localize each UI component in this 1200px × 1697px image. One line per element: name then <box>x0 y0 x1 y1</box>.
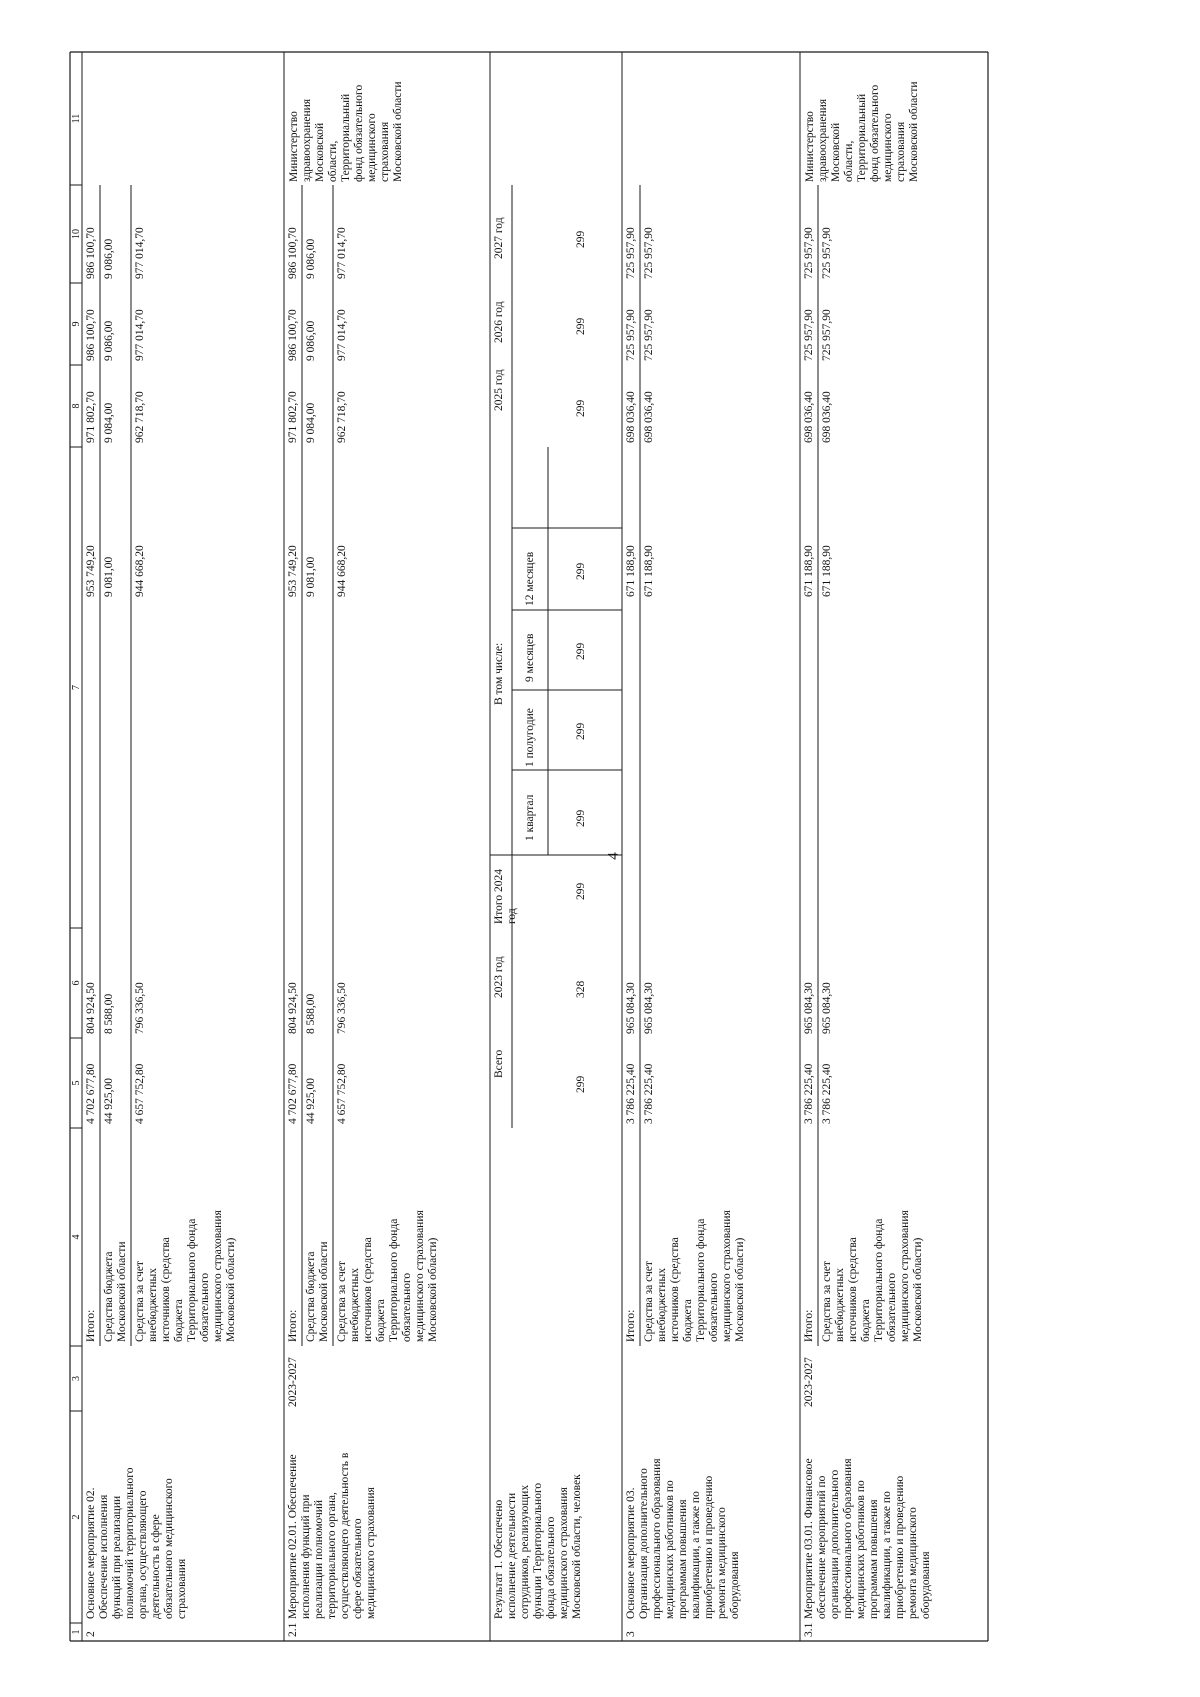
value-col6: 804 924,50 <box>287 982 299 1034</box>
row-name: Мероприятие 02.01. Обеспечение исполнения функций при реализации полномочий территориального органа, осуществляющего деятельность в сфере обязательного медицинского страхования <box>287 1452 377 1619</box>
row-id: 2 <box>85 1631 97 1637</box>
value-col7: 944 668,20 <box>336 545 348 597</box>
column-number-6: 6 <box>71 980 82 986</box>
value-col10: 977 014,70 <box>336 227 348 279</box>
value-col7: 953 749,20 <box>287 545 299 597</box>
value-col5: 4 702 677,80 <box>287 1063 299 1124</box>
value-col7: 671 188,90 <box>643 545 655 597</box>
source-label: Средства за счет внебюджетных источников (средства бюджета Территориального фонда обязательного медицинского страхования Московской области) <box>134 1210 237 1342</box>
value-col9: 977 014,70 <box>134 309 146 361</box>
value-col5: 4 657 752,80 <box>134 1063 146 1124</box>
value-col7: 671 188,90 <box>803 545 815 597</box>
value-col9: 725 957,90 <box>821 309 833 361</box>
result-header-2027: 2027 год <box>493 217 505 259</box>
row-period: 2023-2027 <box>287 1357 299 1407</box>
value-col6: 8 588,00 <box>103 993 115 1034</box>
row-id: 2.1 <box>287 1622 299 1637</box>
result-value-h1: 299 <box>575 722 587 740</box>
value-col5: 3 786 225,40 <box>803 1063 815 1124</box>
result-value-2027: 299 <box>575 230 587 248</box>
source-label: Средства за счет внебюджетных источников (средства бюджета Территориального фонда обязательного медицинского страхования Московской области) <box>336 1210 439 1342</box>
value-col8: 962 718,70 <box>336 391 348 443</box>
result-value-q1: 299 <box>575 809 587 827</box>
value-col10: 9 086,00 <box>103 238 115 279</box>
result-value-total: 299 <box>575 1075 587 1093</box>
value-col8: 971 802,70 <box>287 391 299 443</box>
value-col9: 977 014,70 <box>336 309 348 361</box>
value-col6: 796 336,50 <box>336 982 348 1034</box>
value-col9: 986 100,70 <box>85 309 97 361</box>
column-number-9: 9 <box>71 321 82 327</box>
row-id: 3 <box>625 1631 637 1637</box>
value-col8: 698 036,40 <box>803 391 815 443</box>
row-period: 2023-2027 <box>803 1357 815 1407</box>
value-col5: 44 925,00 <box>103 1078 115 1124</box>
value-col9: 9 086,00 <box>103 320 115 361</box>
column-number-11: 11 <box>71 113 82 124</box>
value-col9: 725 957,90 <box>803 309 815 361</box>
value-col6: 965 084,30 <box>821 982 833 1034</box>
result-header-2024: Итого 2024 год <box>493 869 518 924</box>
column-number-5: 5 <box>71 1080 82 1086</box>
value-col10: 977 014,70 <box>134 227 146 279</box>
value-col8: 9 084,00 <box>305 402 317 443</box>
page-number: 4 <box>605 852 622 860</box>
value-col8: 9 084,00 <box>103 402 115 443</box>
value-col9: 725 957,90 <box>643 309 655 361</box>
value-col7: 671 188,90 <box>821 545 833 597</box>
value-col8: 698 036,40 <box>821 391 833 443</box>
value-col6: 965 084,30 <box>803 982 815 1034</box>
value-col5: 3 786 225,40 <box>643 1063 655 1124</box>
source-label: Средства бюджета Московской области <box>103 1241 128 1342</box>
value-col5: 44 925,00 <box>305 1078 317 1124</box>
column-number-4: 4 <box>71 1234 82 1240</box>
result-header-incl: В том числе: <box>493 642 505 705</box>
value-col5: 3 786 225,40 <box>821 1063 833 1124</box>
value-col9: 9 086,00 <box>305 320 317 361</box>
result-name: Результат 1. Обеспечено исполнение деятельности сотрудников, реализующих функции Территориального фонда обязательного медицинского страхования Московской области, человек <box>493 1474 583 1619</box>
row-name: Мероприятие 03.01. Финансовое обеспечение мероприятий по организации дополнительного профессионального образования медицинских работников по программам повышения квалификации, а также по приобретению и проведению ремонта медицинского оборудования <box>803 1458 932 1619</box>
result-header-m12: 12 месяцев <box>524 551 536 606</box>
value-col8: 962 718,70 <box>134 391 146 443</box>
result-value-2026: 299 <box>575 317 587 335</box>
value-col6: 804 924,50 <box>85 982 97 1034</box>
value-col10: 725 957,90 <box>803 227 815 279</box>
value-col5: 4 657 752,80 <box>336 1063 348 1124</box>
value-col10: 986 100,70 <box>85 227 97 279</box>
value-col10: 725 957,90 <box>821 227 833 279</box>
value-col7: 9 081,00 <box>305 556 317 597</box>
value-col9: 986 100,70 <box>287 309 299 361</box>
value-col9: 725 957,90 <box>625 309 637 361</box>
source-label: Итого: <box>287 1309 299 1342</box>
value-col10: 9 086,00 <box>305 238 317 279</box>
value-col5: 3 786 225,40 <box>625 1063 637 1124</box>
value-col10: 725 957,90 <box>643 227 655 279</box>
value-col7: 9 081,00 <box>103 556 115 597</box>
column-number-8: 8 <box>71 403 82 409</box>
column-number-7: 7 <box>71 685 82 690</box>
column-number-10: 10 <box>71 229 82 239</box>
result-value-2025: 299 <box>575 399 587 417</box>
column-number-3: 3 <box>71 1376 82 1381</box>
value-col8: 971 802,70 <box>85 391 97 443</box>
result-header-h1: 1 полугодие <box>524 708 536 767</box>
result-header-2025: 2025 год <box>493 369 505 411</box>
row-name: Основное мероприятие 02. Обеспечение исполнения функций при реализации полномочий территориального органа, осуществляющего деятельность в сфере обязательного медицинского страхования <box>85 1467 188 1619</box>
value-col7: 953 749,20 <box>85 545 97 597</box>
row-id: 3.1 <box>803 1622 815 1637</box>
value-col7: 944 668,20 <box>134 545 146 597</box>
value-col8: 698 036,40 <box>625 391 637 443</box>
value-col6: 8 588,00 <box>305 993 317 1034</box>
row-executor: Министерство здравоохранения Московской области, Территориальный фонд обязательного медицинского страхования Московской области <box>804 81 920 182</box>
result-header-2023: 2023 год <box>493 956 505 998</box>
source-label: Средства бюджета Московской области <box>305 1241 330 1342</box>
value-col6: 965 084,30 <box>643 982 655 1034</box>
result-value-2024: 299 <box>575 882 587 900</box>
source-label: Итого: <box>625 1309 637 1342</box>
row-executor: Министерство здравоохранения Московской области, Территориальный фонд обязательного медицинского страхования Московской области <box>288 81 404 182</box>
column-number-2: 2 <box>71 1514 82 1520</box>
result-value-2023: 328 <box>575 980 587 998</box>
row-name: Основное мероприятие 03. Организация дополнительного профессионального образования медицинских работников по программам повышения квалификации, а также по приобретению и проведению ремонта медицинского оборудования <box>625 1458 741 1619</box>
value-col7: 671 188,90 <box>625 545 637 597</box>
source-label: Средства за счет внебюджетных источников (средства бюджета Территориального фонда обязательного медицинского страхования Московской области) <box>821 1210 924 1342</box>
value-col10: 986 100,70 <box>287 227 299 279</box>
source-label: Итого: <box>803 1309 815 1342</box>
value-col6: 965 084,30 <box>625 982 637 1034</box>
source-label: Итого: <box>85 1309 97 1342</box>
result-header-2026: 2026 год <box>493 301 505 343</box>
result-value-m12: 299 <box>575 562 587 580</box>
source-label: Средства за счет внебюджетных источников (средства бюджета Территориального фонда обязательного медицинского страхования Московской области) <box>643 1210 746 1342</box>
value-col6: 796 336,50 <box>134 982 146 1034</box>
value-col5: 4 702 677,80 <box>85 1063 97 1124</box>
result-value-m9: 299 <box>575 642 587 660</box>
value-col10: 725 957,90 <box>625 227 637 279</box>
result-header-total: Всего <box>493 1049 505 1078</box>
column-number-1: 1 <box>71 1629 82 1635</box>
value-col8: 698 036,40 <box>643 391 655 443</box>
result-header-m9: 9 месяцев <box>524 633 536 682</box>
result-header-q1: 1 квартал <box>524 794 536 841</box>
